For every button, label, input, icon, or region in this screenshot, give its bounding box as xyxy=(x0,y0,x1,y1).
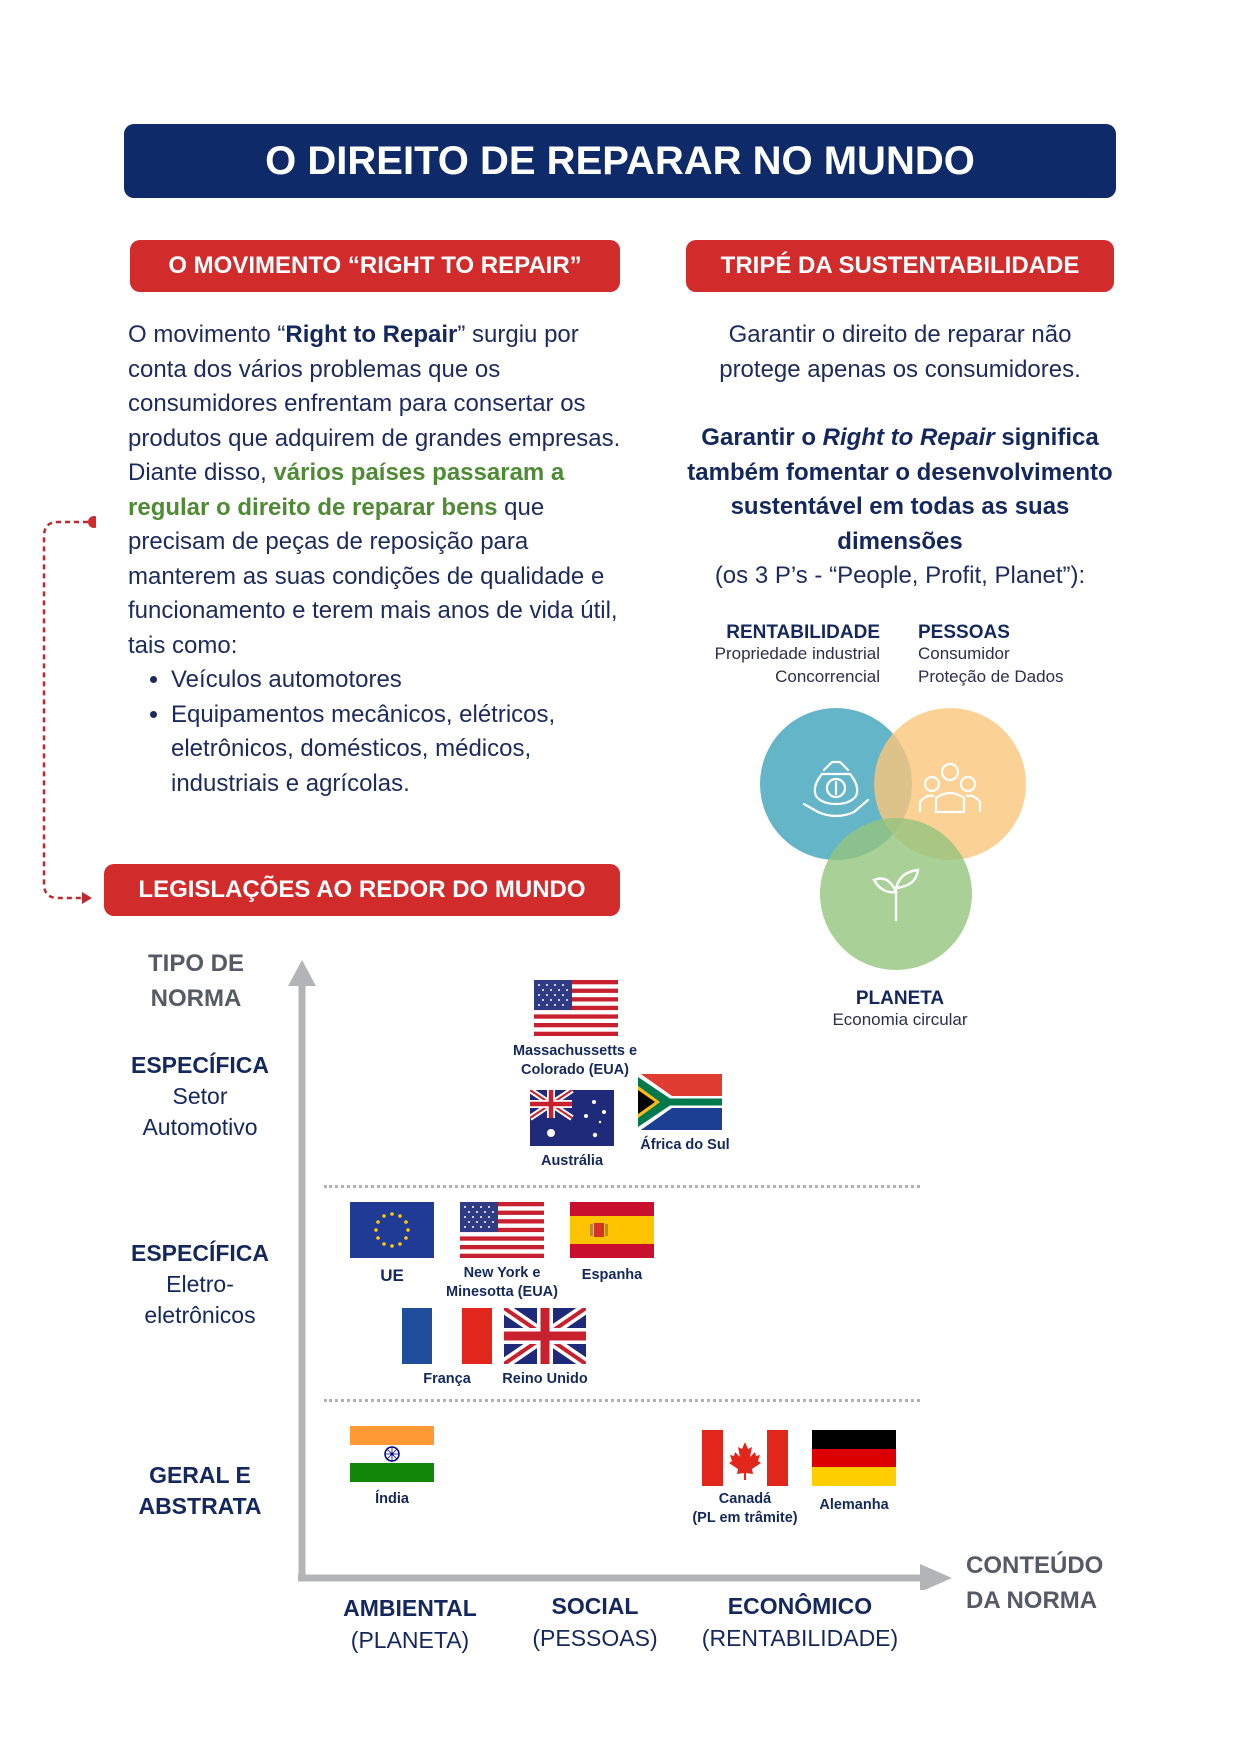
row-general-title-2: ABSTRATA xyxy=(138,1493,262,1519)
usa-flag-icon xyxy=(460,1202,544,1258)
movement-p1-b: Right to Repair xyxy=(285,321,458,348)
label-usa-auto xyxy=(490,1042,660,1080)
india-flag-icon xyxy=(350,1426,434,1482)
y-axis-label xyxy=(126,946,266,1016)
col-social-title: SOCIAL xyxy=(551,1593,639,1619)
usa-ee-line1: New York e xyxy=(463,1265,541,1281)
label-india: Índia xyxy=(375,1491,409,1507)
tripod-text xyxy=(686,318,1114,594)
pessoas-line1: Consumidor xyxy=(918,644,1010,663)
movement-p2-b: vários países passaram a regular o direito de reparar bens xyxy=(128,459,565,521)
usa-ee-line2: Minesotta (EUA) xyxy=(446,1284,558,1300)
row-auto-sub1: Setor xyxy=(172,1083,228,1109)
col-ambiental-sub: (PLANETA) xyxy=(350,1627,470,1653)
col-label-ambiental xyxy=(320,1592,500,1656)
movement-heading: O MOVIMENTO “RIGHT TO REPAIR” xyxy=(130,240,620,292)
rentabilidade-title: RENTABILIDADE xyxy=(726,622,880,643)
pessoas-line2: Proteção de Dados xyxy=(918,667,1064,686)
eu-flag-icon xyxy=(350,1202,434,1258)
tripod-heading: TRIPÉ DA SUSTENTABILIDADE xyxy=(686,240,1114,292)
pessoas-title: PESSOAS xyxy=(918,622,1010,643)
list-item: • Veículos automotores xyxy=(171,663,638,698)
label-usa-ee xyxy=(432,1264,572,1302)
col-social-sub: (PESSOAS) xyxy=(532,1625,658,1651)
row-separator xyxy=(324,1399,920,1402)
label-australia: Austrália xyxy=(540,1153,604,1169)
x-axis-label-1: CONTEÚDO xyxy=(966,1552,1104,1579)
col-ambiental-title: AMBIENTAL xyxy=(343,1595,477,1621)
list-item: • Equipamentos mecânicos, elétricos, eletrônicos, domésticos, médicos, industriais e agrícolas. xyxy=(171,698,638,802)
label-canada xyxy=(676,1490,814,1528)
label-south-africa: África do Sul xyxy=(640,1137,730,1153)
col-economico-sub: (RENTABILIDADE) xyxy=(701,1625,899,1651)
tripod-p2-b: Right to Repair xyxy=(822,424,995,451)
label-rentabilidade xyxy=(680,622,880,687)
row-ee-sub2: eletrônicos xyxy=(144,1302,256,1328)
canada-line1: Canadá xyxy=(718,1491,772,1507)
dashed-connector-arrow xyxy=(36,508,96,908)
row-ee-title: ESPECÍFICA xyxy=(130,1240,270,1266)
tripod-p2-c: significa também fomentar o desenvolvimento sustentável em todas as suas dimensões xyxy=(687,424,1113,555)
rentabilidade-line1: Propriedade industrial xyxy=(714,644,880,663)
label-eu: UE xyxy=(380,1266,404,1285)
label-france: França xyxy=(423,1371,471,1387)
planeta-line1: Economia circular xyxy=(832,1010,968,1029)
tripod-p2 xyxy=(686,421,1114,559)
y-axis-label-1: TIPO DE xyxy=(147,950,244,977)
y-axis-label-2: NORMA xyxy=(150,985,242,1012)
canada-line2: (PL em trâmite) xyxy=(692,1510,798,1526)
page-title: O DIREITO DE REPARAR NO MUNDO xyxy=(124,124,1116,198)
label-germany: Alemanha xyxy=(819,1497,889,1513)
row-label-general xyxy=(120,1460,280,1522)
movement-p1-c: ” surgiu por conta dos vários problemas que os consumidores enfrentam para consertar os produtos que adquirem de grandes empresas. xyxy=(128,321,621,452)
germany-flag-icon xyxy=(812,1430,896,1486)
col-economico-title: ECONÔMICO xyxy=(727,1593,873,1619)
x-axis-label-2: DA NORMA xyxy=(966,1587,1098,1614)
movement-p2-c: que precisam de peças de reposição para manterem as suas condições de qualidade e funcionamento e terem mais anos de vida útil, tais como: xyxy=(128,493,618,659)
row-auto-title: ESPECÍFICA xyxy=(130,1052,270,1078)
label-uk: Reino Unido xyxy=(502,1371,588,1387)
uk-flag-icon xyxy=(504,1308,586,1364)
bullet-list xyxy=(128,663,638,801)
venn-diagram xyxy=(760,708,1050,978)
legislation-heading: LEGISLAÇÕES AO REDOR DO MUNDO xyxy=(104,864,620,916)
tripod-p2-a: Garantir o xyxy=(701,424,823,451)
planeta-title: PLANETA xyxy=(855,988,945,1009)
tripod-p3: (os 3 P’s - “People, Profit, Planet”): xyxy=(714,562,1086,589)
usa-auto-line1: Massachussetts e xyxy=(512,1043,638,1059)
tripod-p1: Garantir o direito de reparar não protege apenas os consumidores. xyxy=(719,321,1081,383)
row-general-title-1: GERAL E xyxy=(149,1462,251,1488)
col-label-social xyxy=(510,1590,680,1654)
movement-p2-a: Diante disso, xyxy=(128,459,274,486)
australia-flag-icon xyxy=(530,1090,614,1146)
spain-flag-icon xyxy=(570,1202,654,1258)
x-axis-label xyxy=(966,1548,1126,1618)
movement-p1-a: O movimento “ xyxy=(128,321,286,348)
rentabilidade-line2: Concorrencial xyxy=(775,667,880,686)
canada-flag-icon xyxy=(702,1430,788,1486)
usa-flag-icon xyxy=(534,980,618,1036)
row-label-electronics xyxy=(120,1238,280,1331)
col-label-economico xyxy=(690,1590,910,1654)
row-auto-sub2: Automotivo xyxy=(142,1114,258,1140)
france-flag-icon xyxy=(402,1308,492,1364)
usa-auto-line2: Colorado (EUA) xyxy=(521,1062,629,1078)
row-separator xyxy=(324,1185,920,1188)
south-africa-flag-icon xyxy=(638,1074,722,1130)
label-spain: Espanha xyxy=(581,1267,643,1283)
movement-text xyxy=(128,318,638,801)
row-ee-sub1: Eletro- xyxy=(166,1271,234,1297)
label-pessoas xyxy=(918,622,1118,687)
row-label-auto xyxy=(120,1050,280,1143)
